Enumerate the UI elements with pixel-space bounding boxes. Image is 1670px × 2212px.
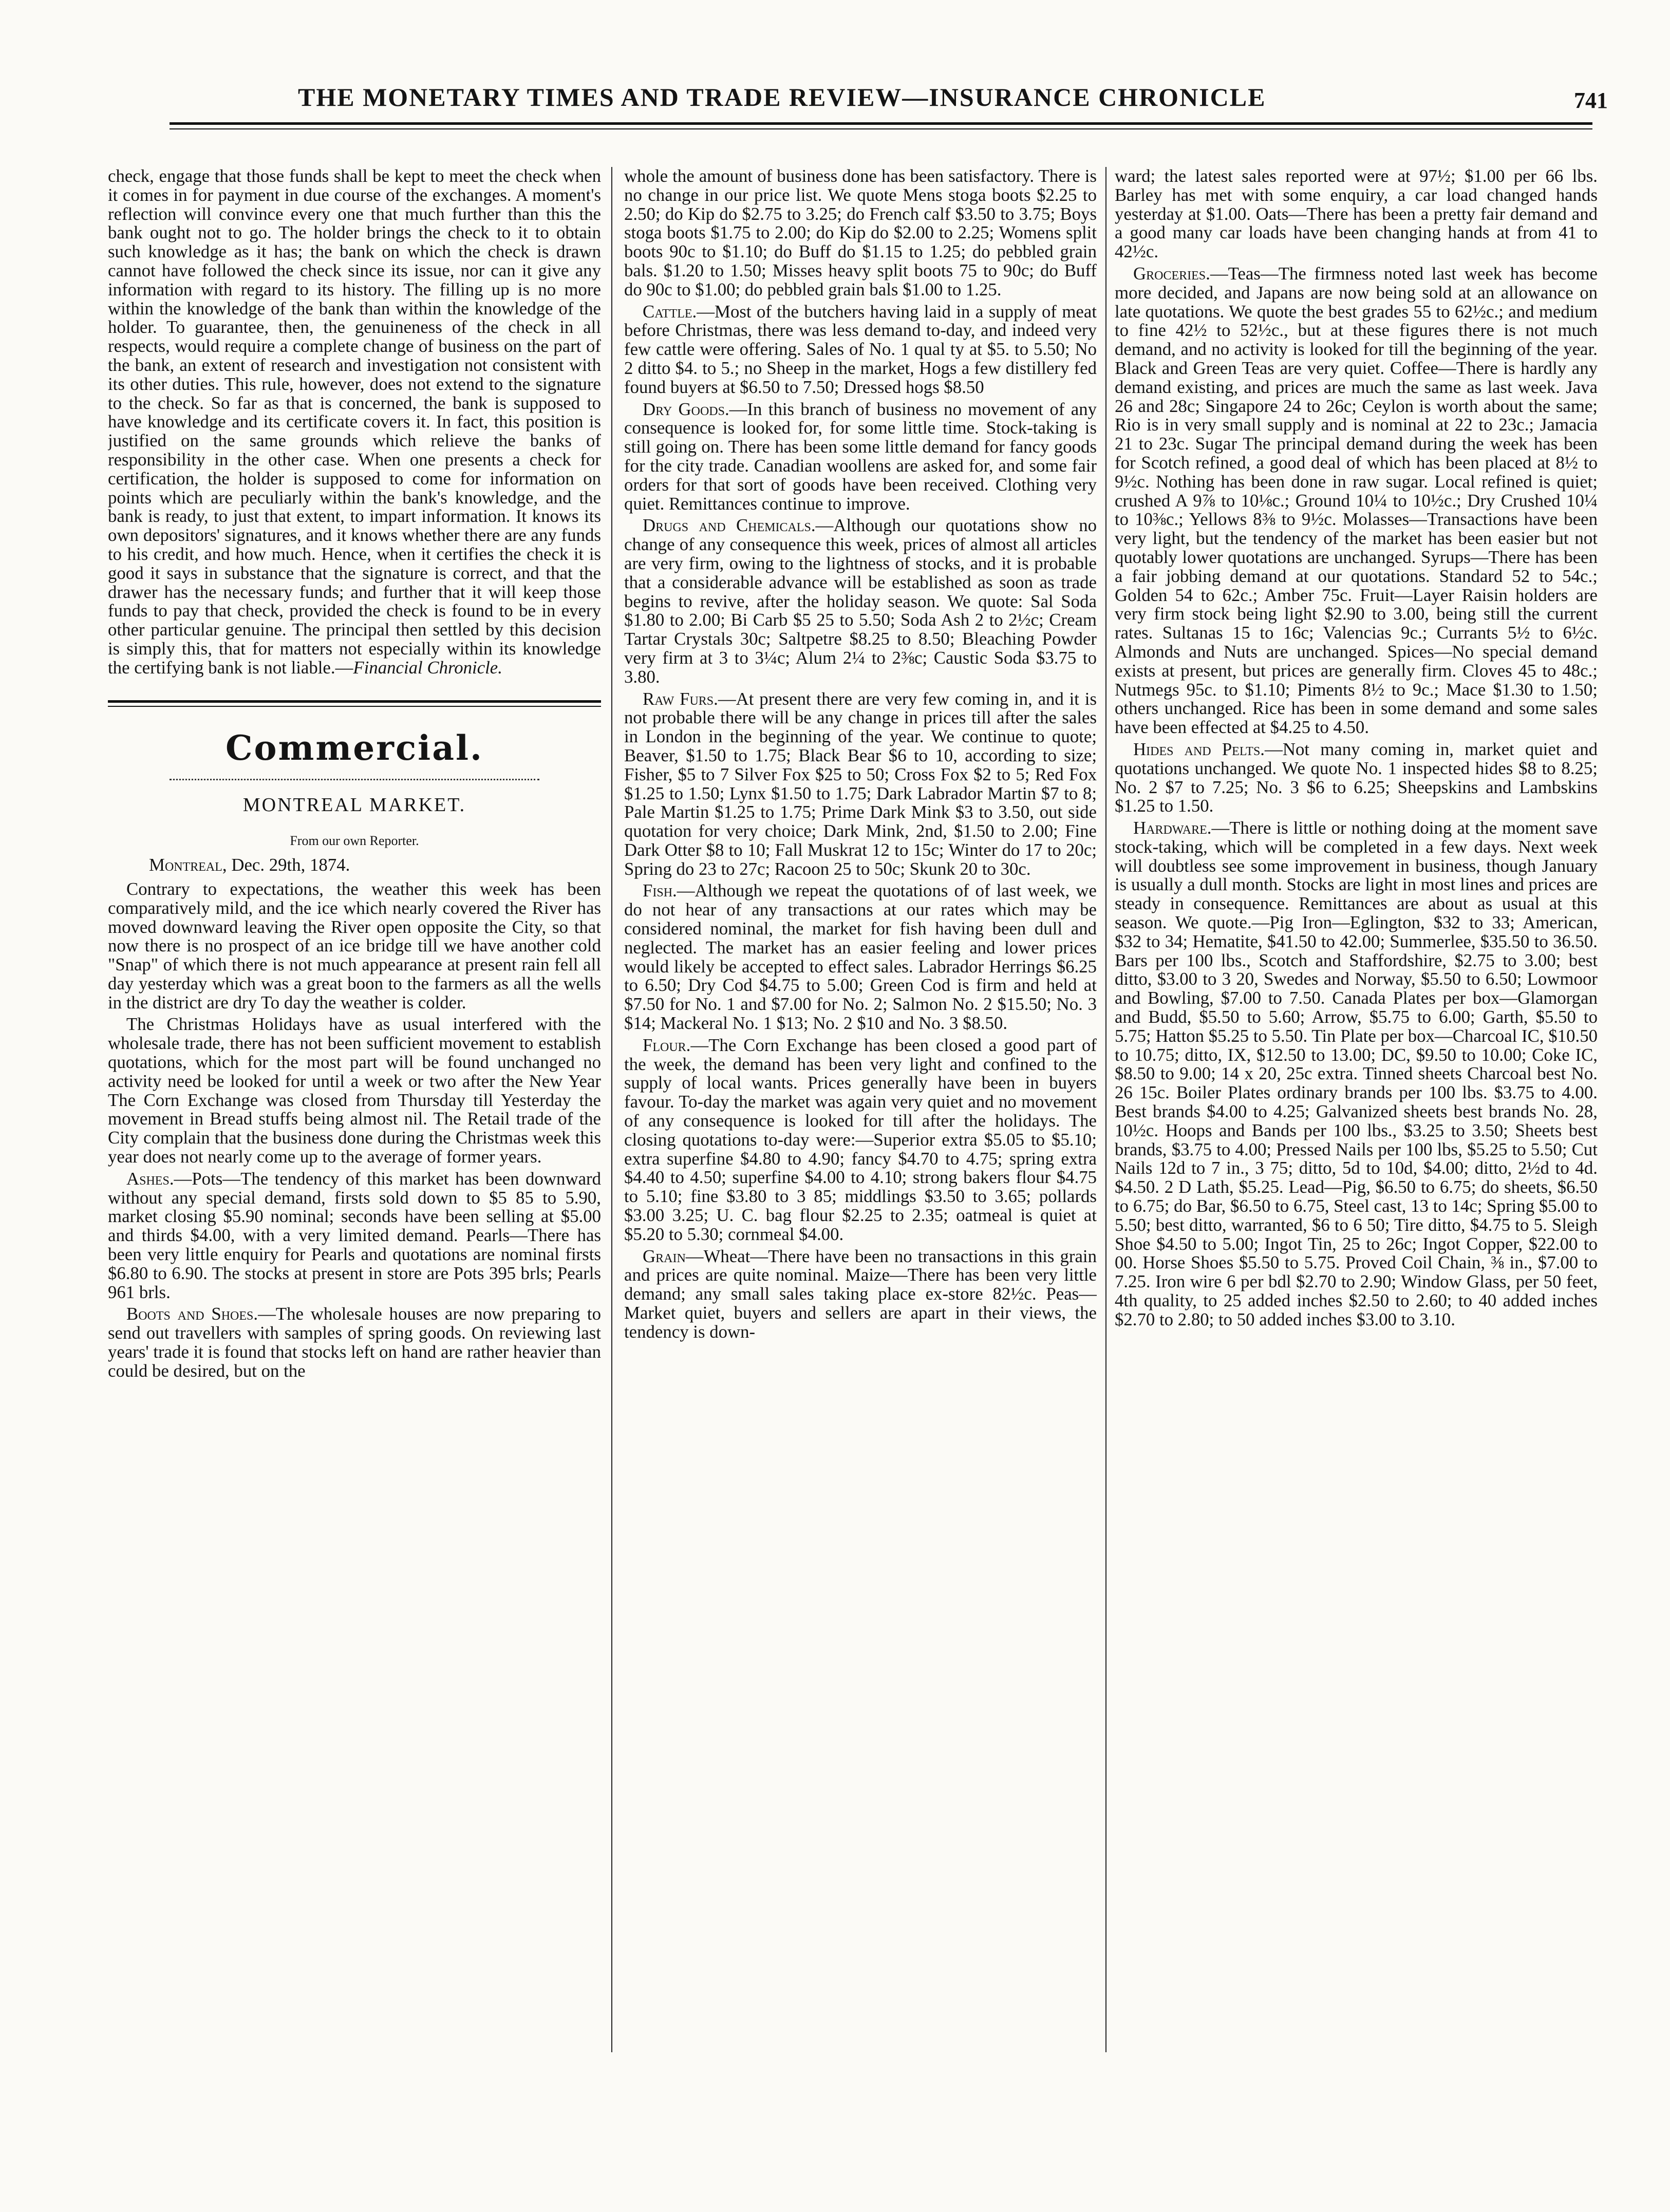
flour-paragraph bbox=[624, 1036, 1097, 1244]
article-continuation bbox=[108, 167, 601, 678]
hides-heading: Hides and Pelts. bbox=[1133, 739, 1265, 759]
ashes-paragraph bbox=[108, 1170, 601, 1302]
dry-goods-heading: Dry Goods. bbox=[643, 399, 729, 419]
hardware-paragraph bbox=[1115, 819, 1598, 1329]
hides-text: —Not many coming in, market quiet and quotations unchanged. We quote No. 1 inspected hides $8 to 8.25; No. 2 $7 to 7.25; No. 3 $6 to 6.25; Sheepskins and Lambskins $1.25 to 1.50. bbox=[1115, 739, 1598, 816]
page-header bbox=[170, 77, 1608, 134]
hardware-heading: Hardware. bbox=[1133, 818, 1212, 838]
section-rule-thick bbox=[108, 700, 601, 703]
dateline-place: Montreal, bbox=[149, 855, 227, 875]
dry-goods-text: —In this branch of business no movement of any consequence is looked for, for some little time. Stock-taking is still going on. There has been some little demand for fancy goods for the city trade. Canadian woollens are asked for, and some fair orders for that sort of goods have been received. Clothing very quiet. Remittances continue to improve. bbox=[624, 399, 1097, 514]
column-divider-1 bbox=[611, 167, 612, 2052]
drugs-text: —Although our quotations show no change of any consequence this week, prices of almost all articles are very firm, owing to the lightness of stocks, and it is probable that a considerable advance will be established as soon as trade begins to revive, after the holiday season. We quote: Sal Soda $1.80 to 2.00; Bi Carb $5 25 to 5.50; Soda Ash 2 to 2½c; Cream Tartar Crystals 30c; Saltpetre $8.25 to 8.50; Bleaching Powder very firm at 3 to 3¼c; Alum 2¼ to 2⅜c; Caustic Soda $3.75 to 3.80. bbox=[624, 515, 1097, 687]
cattle-paragraph bbox=[624, 303, 1097, 397]
furs-text: —At present there are very few coming in, and it is not probable there will be any change in prices till after the sales in London in the beginning of the year. We continue to quote; Beaver, $1.50 to 1.75; Black Bear $6 to 10, according to size; Fisher, $5 to 7 Silver Fox $25 to 50; Cross Fox $2 to 5; Red Fox $1.25 to 1.50; Lynx $1.50 to 1.75; Dark Labrador Martin $7 to 8; Pale Martin $1.25 to 1.75; Prime Dark Mink $3 to 3.50, out side quotation for very choice; Dark Mink, 2nd, $1.50 to 2.00; Fine Dark Otter $8 to 10; Fall Muskrat 12 to 15c; Winter do 17 to 20c; Spring do 23 to 27c; Racoon 25 to 50c; Skunk 20 to 30c. bbox=[624, 688, 1097, 879]
header-rule-thin bbox=[170, 128, 1592, 129]
market-title: MONTREAL MARKET. bbox=[242, 794, 466, 816]
grain-paragraph bbox=[624, 1247, 1097, 1342]
article-text: check, engage that those funds shall be kept to meet the check when it comes in for payment in due course of the exchanges. A moment's reflection will convince every one that much further than this the bank ought not to go. The holder brings the check to it to obtain such knowledge as it has; the bank on which the check is drawn cannot have followed the check since its issue, nor can it give any information with regard to its history. The filling up is no more within the knowledge of the bank than within the knowledge of the holder. To guarantee, then, the genuineness of the check in all respects, would require a complete change of business on the part of the bank, an extent of research and investigation not consistent with its other duties. This rule, however, does not extend to the signature to the check. So far as that is concerned, the bank is supposed to have knowledge and its certificate covers it. In fact, this position is justified on the same grounds which relieve the banks of responsibility in the other case. When one presents a check for certification, the holder is supposed to come for information on points which are peculiarly within the bank's knowledge, and the bank is ready, to just that extent, to impart information. It knows its own depositors' signatures, and it knows whether there are any funds to his credit, and how much. Hence, when it certifies the check it is good it says in substance that the signature is correct, and that the drawer has the necessary funds; and further that it will keep those funds to pay that check, provided the check is found to be in every other particular genuine. The principal then settled by this decision is simply this, that for matters not especially within its knowledge the certifying bank is not liable.— bbox=[108, 167, 601, 678]
column-3 bbox=[1115, 167, 1598, 2119]
ashes-heading: Ashes. bbox=[126, 1168, 174, 1189]
fish-heading: Fish. bbox=[643, 880, 677, 901]
article-source: Financial Chronicle. bbox=[353, 657, 502, 678]
drugs-paragraph bbox=[624, 516, 1097, 686]
dry-goods-paragraph bbox=[624, 400, 1097, 514]
dateline bbox=[108, 856, 601, 875]
ashes-text: —Pots—The tendency of this market has been downward without any special demand, firsts sold down to $5 85 to 5.90, market closing $5.90 nominal; seconds have been selling at $5.00 and thirds $4.00, with a very limited demand. Pearls—There has been very little enquiry for Pearls and quotations are nominal firsts $6.80 to 6.90. The stocks at present in store are Pots 395 brls; Pearls 961 brls. bbox=[108, 1168, 601, 1302]
groceries-paragraph bbox=[1115, 265, 1598, 737]
flour-heading: Flour. bbox=[643, 1035, 691, 1055]
dateline-date: Dec. 29th, 1874. bbox=[231, 855, 350, 875]
header-rule-thick bbox=[170, 122, 1592, 125]
holidays-paragraph: The Christmas Holidays have as usual interfered with the wholesale trade, there has not been sufficient movement to establish quotations, which for the most part will be found unchanged no activity need be looked for until a week or two after the New Year The Corn Exchange was closed from Thursday till Yesterday the movement in Bread stuffs being almost nil. The Retail trade of the City complain that the business done during the Christmas week this year does not nearly come up to the average of former years. bbox=[108, 1014, 601, 1167]
page-number: 741 bbox=[1574, 88, 1608, 113]
running-title: THE MONETARY TIMES AND TRADE REVIEW—INSURANCE CHRONICLE bbox=[298, 83, 1266, 111]
boots-continuation: whole the amount of business done has been satisfactory. There is no change in our price list. We quote Mens stoga boots $2.25 to 2.50; do Kip do $2.75 to 3.25; do French calf $3.50 to 3.75; Boys stoga boots $1.75 to 2.00; do Kip do $2.00 to 2.25; Womens split boots 90c to $1.10; do Buff do $1.15 to 1.25; do pebbled grain bals. $1.20 to 1.50; Misses heavy split boots 75 to 90c; do Buff do 90c to $1.00; do pebbled grain bals $1.00 to 1.25. bbox=[624, 167, 1097, 299]
weather-paragraph: Contrary to expectations, the weather this week has been comparatively mild, and the ice which nearly covered the River has moved downward leaving the River open opposite the City, so that now there is no prospect of an ice bridge till we have another cold "Snap" of which there is not much appearance at present rain fell all day yesterday which was a great boon to the farmers as all the wells in the district are dry To day the weather is colder. bbox=[108, 878, 601, 1013]
drugs-heading: Drugs and Chemicals. bbox=[643, 515, 816, 536]
cattle-text: —Most of the butchers having laid in a supply of meat before Christmas, there was less demand to-day, and indeed very few cattle were offering. Sales of No. 1 qual ty at $5. to 5.50; No 2 ditto $4. to 5.; no Sheep in the market, Hogs a few distillery fed found buyers at $6.50 to 7.50; Dressed hogs $8.50 bbox=[624, 301, 1097, 397]
fish-paragraph bbox=[624, 882, 1097, 1033]
grain-heading: Grain bbox=[643, 1246, 686, 1266]
furs-heading: Raw Furs. bbox=[643, 688, 718, 709]
groceries-text: —Teas—The firmness noted last week has become more decided, and Japans are now being sold at an allowance on late quotations. We quote the best grades 55 to 62½c.; and medium to fine 42½ to 52½c., but at these figures there is not much demand, and no activity is looked for till the beginning of the year. Black and Green Teas are very quiet. Coffee—There is hardly any demand existing, and prices are much the same as last week. Java 26 and 28c; Singapore 24 to 26c; Ceylon is worth about the same; Rio is in very small supply and is nominal at 22 to 23c.; Jamacia 21 to 23c. Sugar The principal demand during the week has been for Scotch refined, a good deal of which has been placed at 8½ to 9½c. Nothing has been done in raw sugar. Local refined is quiet; crushed A 9⅞ to 10⅛c.; Ground 10¼ to 10½c.; Dry Crushed 10¼ to 10⅜c.; Yellows 8⅜ to 9½c. Molasses—Transactions have been very light, but the tendency of the market has been easier but not quotably lower quotations are unchanged. Syrups—There has been a fair jobbing demand at our quotations. Standard 52 to 54c.; Golden 54 to 62c.; Amber 75c. Fruit—Layer Raisin holders are very firm stock being light $2.90 to 3.00, being still the current rates. Sultanas 15 to 16c; Valencias 9c.; Currants 5½ to 6½c. Almonds and Nuts are unchanged. Spices—No special demand exists at present, but prices are generally firm. Cloves 45 to 48c.; Nutmegs 95c. to $1.10; Piments 8½ to 9c.; Mace $1.30 to 1.50; others unchanged. Rice has been in some demand and some sales have been effected at $4.25 to 4.50. bbox=[1115, 263, 1598, 738]
column-1 bbox=[108, 167, 601, 2119]
section-title-commercial: Commercial. bbox=[225, 727, 484, 768]
groceries-heading: Groceries. bbox=[1133, 263, 1210, 284]
column-divider-2 bbox=[1105, 167, 1106, 2052]
column-2 bbox=[624, 167, 1097, 2119]
flour-text: —The Corn Exchange has been closed a good part of the week, the demand has been very light and confined to the supply of local wants. Prices generally have been in buyers favour. To-day the market was again very quiet and no movement of any consequence is looked for till after the holidays. The closing quotations to-day were:—Superior extra $5.05 to $5.10; extra superfine $4.80 to 4.90; fancy $4.70 to 4.75; spring extra $4.40 to 4.50; superfine $4.00 to 4.10; strong bakers flour $4.75 to 5.10; fine $3.80 to 3 85; middlings $3.50 to 3.65; pollards $3.00 3.25; U. C. bag flour $2.25 to 2.35; oatmeal is quiet at $5.20 to 5.30; cornmeal $4.00. bbox=[624, 1035, 1097, 1244]
boots-paragraph bbox=[108, 1305, 601, 1380]
cattle-heading: Cattle. bbox=[643, 301, 697, 322]
boots-heading: Boots and Shoes. bbox=[126, 1304, 258, 1324]
boots-text: —The wholesale houses are now preparing to send out travellers with samples of spring goods. On reviewing last years' trade it is found that stocks left on hand are rather heavier than could be desired, but on the bbox=[108, 1304, 601, 1381]
decorative-divider bbox=[170, 776, 539, 780]
fish-text: —Although we repeat the quotations of of last week, we do not hear of any transactions at our rates which may be considered nominal, the market for fish having been dull and neglected. The market has an easier feeling and lower prices would likely be accepted to effect sales. Labrador Herrings $6.25 to 6.50; Dry Cod $4.75 to 5.00; Green Cod is firm and held at $7.50 for No. 1 and $7.00 for No. 2; Salmon No. 2 $15.50; No. 3 $14; Mackeral No. 1 $13; No. 2 $10 and No. 3 $8.50. bbox=[624, 880, 1097, 1034]
section-rule-thin bbox=[108, 706, 601, 707]
hardware-text: —There is little or nothing doing at the moment save stock-taking, which will be completed in a few days. Next week will doubtless see some improvement in business, though January is usually a dull month. Stocks are light in most lines and prices are steady in consequence. Remittances are about as usual at this season. We quote.—Pig Iron—Eglington, $32 to 33; American, $32 to 34; Hematite, $41.50 to 42.00; Summerlee, $35.50 to 36.50. Bars per 100 lbs., Scotch and Staffordshire, $2.75 to 3.00; best ditto, $3.00 to 3 20, Swedes and Norway, $5.50 to 6.50; Lowmoor and Bowling, $7.00 to 7.50. Canada Plates per box—Glamorgan and Budd, $5.50 to 5.60; Arrow, $5.75 to 6.00; Garth, $5.50 to 5.75; Hatton $5.25 to 5.50. Tin Plate per box—Charcoal IC, $10.50 to 10.75; ditto, IX, $12.50 to 13.00; DC, $9.50 to 10.00; Coke IC, $8.50 to 9.00; 14 x 20, 25c extra. Tinned sheets Charcoal best No. 26 15c. Boiler Plates ordinary brands per 100 lbs. $3.75 to 4.00. Best brands $4.00 to 4.25; Galvanized sheets best brands No. 28, 10½c. Hoops and Bands per 100 lbs., $3.25 to 3.50; Sheets best brands, $3.75 to 4.00; Pressed Nails per 100 lbs, $5.25 to 5.50; Cut Nails 12d to 7 in., 3 75; ditto, 5d to 10d, $4.00; ditto, 2½d to 4d. $4.50. 2 D Lath, $5.25. Lead—Pig, $6.50 to 6.75; do sheets, $6.50 to 6.75; do Bar, $6.50 to 6.75, Steel cast, 13 to 14c; Spring $5.00 to 5.50; best ditto, warranted, $6 to 6 50; Tire ditto, $4.75 to 5. Sleigh Shoe $4.50 to 5.00; Ingot Tin, 25 to 26c; Ingot Copper, $22.00 to 00. Horse Shoes $5.50 to 5.75. Proved Coil Chain, ⅜ in., $7.00 to 7.25. Iron wire 6 per bdl $2.70 to 2.90; Window Glass, per 50 feet, 4th quality, to 25 added inches $2.50 to 2.60; to 40 added inches $2.70 to 2.80; to 50 added inches $3.00 to 3.10. bbox=[1115, 818, 1598, 1329]
grain-continuation: ward; the latest sales reported were at 97½; $1.00 per 66 lbs. Barley has met with some enquiry, a car load changed hands yesterday at $1.00. Oats—There has been a pretty fair demand and a good many car loads have been changing hands at from 41 to 42½c. bbox=[1115, 167, 1598, 262]
byline: From our own Reporter. bbox=[290, 833, 419, 849]
hides-paragraph bbox=[1115, 740, 1598, 816]
grain-text: —Wheat—There have been no transactions in this grain and prices are quite nominal. Maize—There has been very little demand; any small sales taking place ex-store 82½c. Peas—Market quiet, buyers and sellers are apart in their views, the tendency is down- bbox=[624, 1246, 1097, 1342]
furs-paragraph bbox=[624, 690, 1097, 879]
